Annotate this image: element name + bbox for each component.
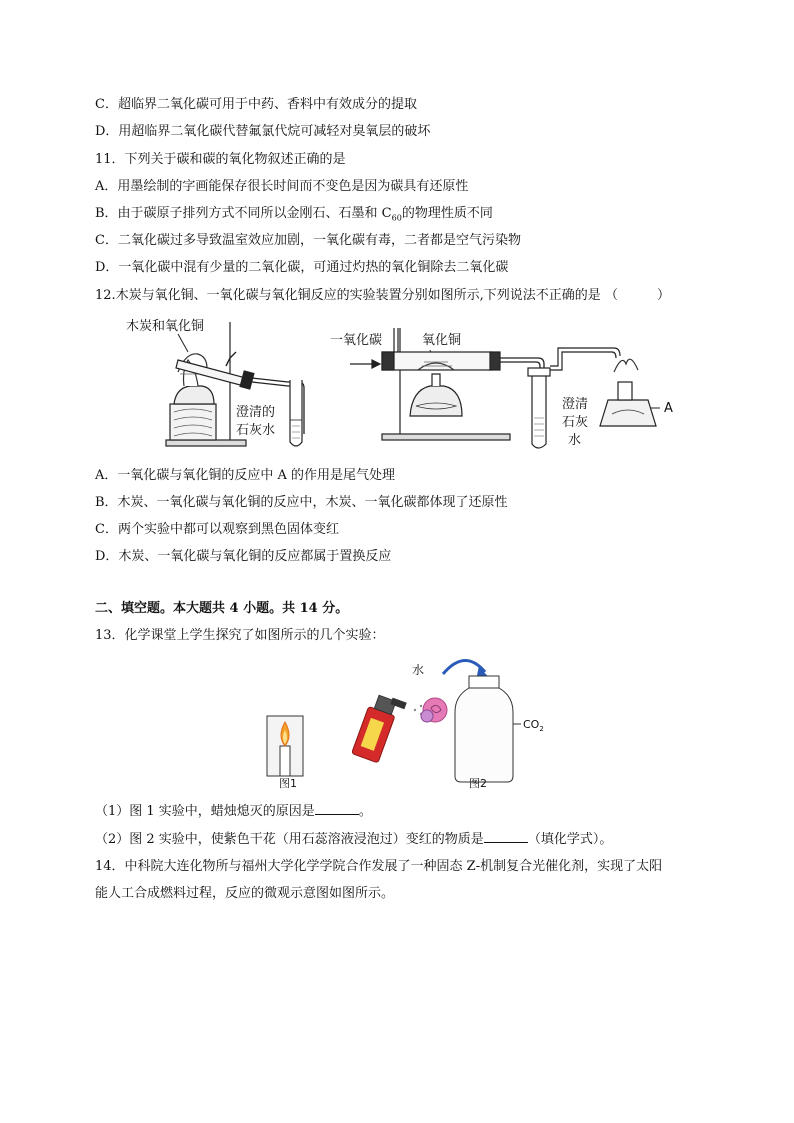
fig1-candle-beaker (267, 716, 303, 790)
caption-fig2: 图2 (469, 777, 487, 790)
label-A: A (664, 401, 673, 416)
label-limewater-2c: 水 (568, 433, 582, 448)
q13-part2-end: （填化学式）。 (527, 832, 613, 847)
q14-stem-line1: 14．中科院大连化物所与福州大学化学学院合作发展了一种固态 Z-机制复合光催化剂，实现了太阳 (95, 859, 663, 874)
q10-option-c: C．超临界二氧化碳可用于中药、香料中有效成分的提取 (95, 97, 417, 112)
q11-option-b-text: B．由于碳原子排列方式不同所以金刚石、石墨和 C (95, 206, 392, 221)
q12-option-a: A．一氧化碳与氧化铜的反应中 A 的作用是尾气处理 (95, 468, 396, 483)
label-limewater-1b: 石灰水 (236, 423, 276, 438)
q12-stem: 12.木炭与氧化铜、一氧化碳与氧化铜反应的实验装置分别如图所示,下列说法不正确的是 （ ） (95, 288, 670, 303)
q14-stem-line2: 能人工合成燃料过程，反应的微观示意图如图所示。 (95, 886, 395, 901)
q13-part2 (95, 830, 612, 849)
q12-option-d: D．木炭、一氧化碳与氧化铜的反应都属于置换反应 (95, 549, 392, 564)
label-water: 水 (412, 663, 425, 677)
q12-apparatus-figure (118, 308, 678, 460)
q11-option-d: D．一氧化碳中混有少量的二氧化碳，可通过灼热的氧化铜除去二氧化碳 (95, 260, 509, 275)
charcoal-apparatus (126, 318, 304, 446)
label-charcoal-cuo: 木炭和氧化铜 (126, 319, 205, 334)
caption-fig1: 图1 (279, 777, 297, 790)
label-limewater-2b: 石灰 (562, 415, 589, 430)
label-co: 一氧化碳 (330, 333, 383, 348)
q11-option-c: C．二氧化碳过多导致温室效应加剧，一氧化碳有毒，二者都是空气污染物 (95, 233, 521, 248)
label-co2 (523, 718, 544, 733)
q13-part1 (95, 802, 372, 821)
q13-part2-text: （2）图 2 实验中，使紫色干花（用石蕊溶液浸泡过）变红的物质是 (95, 832, 484, 847)
section-fill-in-title: 二、填空题。本大题共 4 小题。共 14 分。 (95, 601, 349, 616)
q10-option-d: D．用超临界二氧化碳代替氟氯代烷可减轻对臭氧层的破坏 (95, 124, 431, 139)
label-limewater-1a: 澄清的 (236, 405, 276, 420)
q13-part1-end: 。 (358, 804, 372, 819)
q13-part2-answer-blank[interactable] (484, 830, 528, 843)
label-co2-main: CO (523, 718, 540, 731)
fig2-spray-flower-jar (352, 660, 544, 790)
label-cuo: 氧化铜 (422, 333, 462, 348)
q13-part1-answer-blank[interactable] (315, 802, 359, 815)
q13-experiment-figure (255, 650, 555, 795)
q11-option-b (95, 205, 493, 228)
co-apparatus (330, 328, 673, 448)
q11-option-a: A．用墨绘制的字画能保存很长时间而不变色是因为碳具有还原性 (95, 179, 469, 194)
q13-stem: 13．化学课堂上学生探究了如图所示的几个实验： (95, 628, 385, 643)
q12-option-b: B．木炭、一氧化碳与氧化铜的反应中，木炭、一氧化碳都体现了还原性 (95, 495, 508, 510)
q11-option-b-tail: 的物理性质不同 (401, 206, 493, 221)
q13-part1-text: （1）图 1 实验中，蜡烛熄灭的原因是 (95, 804, 315, 819)
label-limewater-2a: 澄清 (562, 397, 589, 412)
label-co2-subscript: 2 (539, 725, 544, 733)
q11-option-b-subscript: 60 (391, 213, 402, 223)
q12-option-c: C．两个实验中都可以观察到黑色固体变红 (95, 522, 339, 537)
q11-stem: 11．下列关于碳和碳的氧化物叙述正确的是 (95, 152, 346, 167)
